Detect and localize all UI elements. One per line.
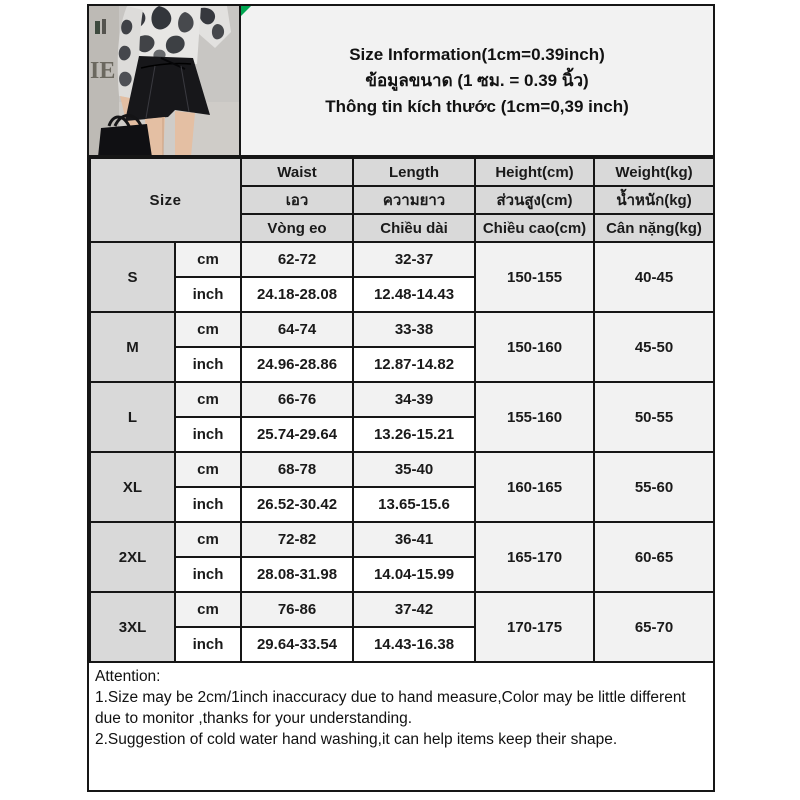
- unit-label-inch: inch: [175, 627, 241, 662]
- waist-cm-value: 64-74: [241, 312, 353, 347]
- col-header-height-vi: Chiều cao(cm): [475, 214, 594, 242]
- length-cm-value: 34-39: [353, 382, 475, 417]
- col-header-length-th: ความยาว: [353, 186, 475, 214]
- attention-line-2: 2.Suggestion of cold water hand washing,it can help items keep their shape.: [95, 731, 618, 748]
- unit-label-cm: cm: [175, 452, 241, 487]
- height-value: 150-155: [475, 242, 594, 312]
- table-row: [90, 242, 714, 277]
- unit-label-cm: cm: [175, 522, 241, 557]
- size-value: XL: [90, 452, 175, 522]
- waist-inch-value: 26.52-30.42: [241, 487, 353, 522]
- size-value: 3XL: [90, 592, 175, 662]
- unit-label-cm: cm: [175, 242, 241, 277]
- attention-line-1: 1.Size may be 2cm/1inch inaccuracy due to hand measure,Color may be little different due to monitor ,thanks for your understanding.: [95, 689, 686, 727]
- length-cm-value: 37-42: [353, 592, 475, 627]
- size-info-title-en: Size Information(1cm=0.39inch): [349, 44, 605, 64]
- length-inch-value: 14.04-15.99: [353, 557, 475, 592]
- weight-value: 40-45: [594, 242, 714, 312]
- size-value: 2XL: [90, 522, 175, 592]
- col-header-height-en: Height(cm): [475, 158, 594, 186]
- height-value: 160-165: [475, 452, 594, 522]
- length-inch-value: 14.43-16.38: [353, 627, 475, 662]
- col-header-waist-th: เอว: [241, 186, 353, 214]
- waist-cm-value: 68-78: [241, 452, 353, 487]
- table-row: [90, 312, 714, 347]
- unit-label-inch: inch: [175, 557, 241, 592]
- waist-inch-value: 24.18-28.08: [241, 277, 353, 312]
- table-row: [90, 592, 714, 627]
- length-cm-value: 32-37: [353, 242, 475, 277]
- model-photo-illustration: [89, 6, 241, 155]
- corner-marker-icon: [241, 6, 251, 16]
- col-header-waist-en: Waist: [241, 158, 353, 186]
- size-chart-sheet: [87, 4, 715, 792]
- height-value: 170-175: [475, 592, 594, 662]
- col-header-weight-th: น้ำหนัก(kg): [594, 186, 714, 214]
- unit-label-cm: cm: [175, 382, 241, 417]
- table-row: [90, 522, 714, 557]
- col-header-waist-vi: Vòng eo: [241, 214, 353, 242]
- unit-label-inch: inch: [175, 417, 241, 452]
- waist-inch-value: 24.96-28.86: [241, 347, 353, 382]
- waist-cm-value: 72-82: [241, 522, 353, 557]
- unit-label-inch: inch: [175, 277, 241, 312]
- col-header-weight-en: Weight(kg): [594, 158, 714, 186]
- waist-inch-value: 28.08-31.98: [241, 557, 353, 592]
- unit-label-cm: cm: [175, 592, 241, 627]
- weight-value: 65-70: [594, 592, 714, 662]
- weight-value: 60-65: [594, 522, 714, 592]
- svg-text:IE: IE: [90, 58, 116, 84]
- table-row: [90, 452, 714, 487]
- weight-value: 55-60: [594, 452, 714, 522]
- size-value: S: [90, 242, 175, 312]
- col-header-length-en: Length: [353, 158, 475, 186]
- length-inch-value: 12.87-14.82: [353, 347, 475, 382]
- col-header-height-th: ส่วนสูง(cm): [475, 186, 594, 214]
- height-value: 165-170: [475, 522, 594, 592]
- attention-note: [89, 663, 713, 790]
- length-cm-value: 35-40: [353, 452, 475, 487]
- size-info-title-th: ข้อมูลขนาด (1 ซม. = 0.39 นิ้ว): [365, 70, 589, 90]
- height-value: 155-160: [475, 382, 594, 452]
- title-box: [241, 6, 713, 155]
- height-value: 150-160: [475, 312, 594, 382]
- size-column-header: Size: [90, 158, 241, 242]
- weight-value: 50-55: [594, 382, 714, 452]
- table-row: [90, 382, 714, 417]
- product-photo: [89, 6, 241, 155]
- top-section: [89, 6, 713, 157]
- size-value: L: [90, 382, 175, 452]
- attention-title: Attention:: [95, 668, 161, 685]
- waist-cm-value: 66-76: [241, 382, 353, 417]
- waist-inch-value: 25.74-29.64: [241, 417, 353, 452]
- col-header-weight-vi: Cân nặng(kg): [594, 214, 714, 242]
- unit-label-cm: cm: [175, 312, 241, 347]
- col-header-length-vi: Chiều dài: [353, 214, 475, 242]
- waist-cm-value: 62-72: [241, 242, 353, 277]
- length-inch-value: 12.48-14.43: [353, 277, 475, 312]
- weight-value: 45-50: [594, 312, 714, 382]
- waist-cm-value: 76-86: [241, 592, 353, 627]
- unit-label-inch: inch: [175, 487, 241, 522]
- length-cm-value: 36-41: [353, 522, 475, 557]
- waist-inch-value: 29.64-33.54: [241, 627, 353, 662]
- length-cm-value: 33-38: [353, 312, 475, 347]
- length-inch-value: 13.65-15.6: [353, 487, 475, 522]
- size-table: [89, 157, 715, 663]
- size-info-title-vi: Thông tin kích thước (1cm=0,39 inch): [325, 96, 629, 116]
- size-value: M: [90, 312, 175, 382]
- length-inch-value: 13.26-15.21: [353, 417, 475, 452]
- unit-label-inch: inch: [175, 347, 241, 382]
